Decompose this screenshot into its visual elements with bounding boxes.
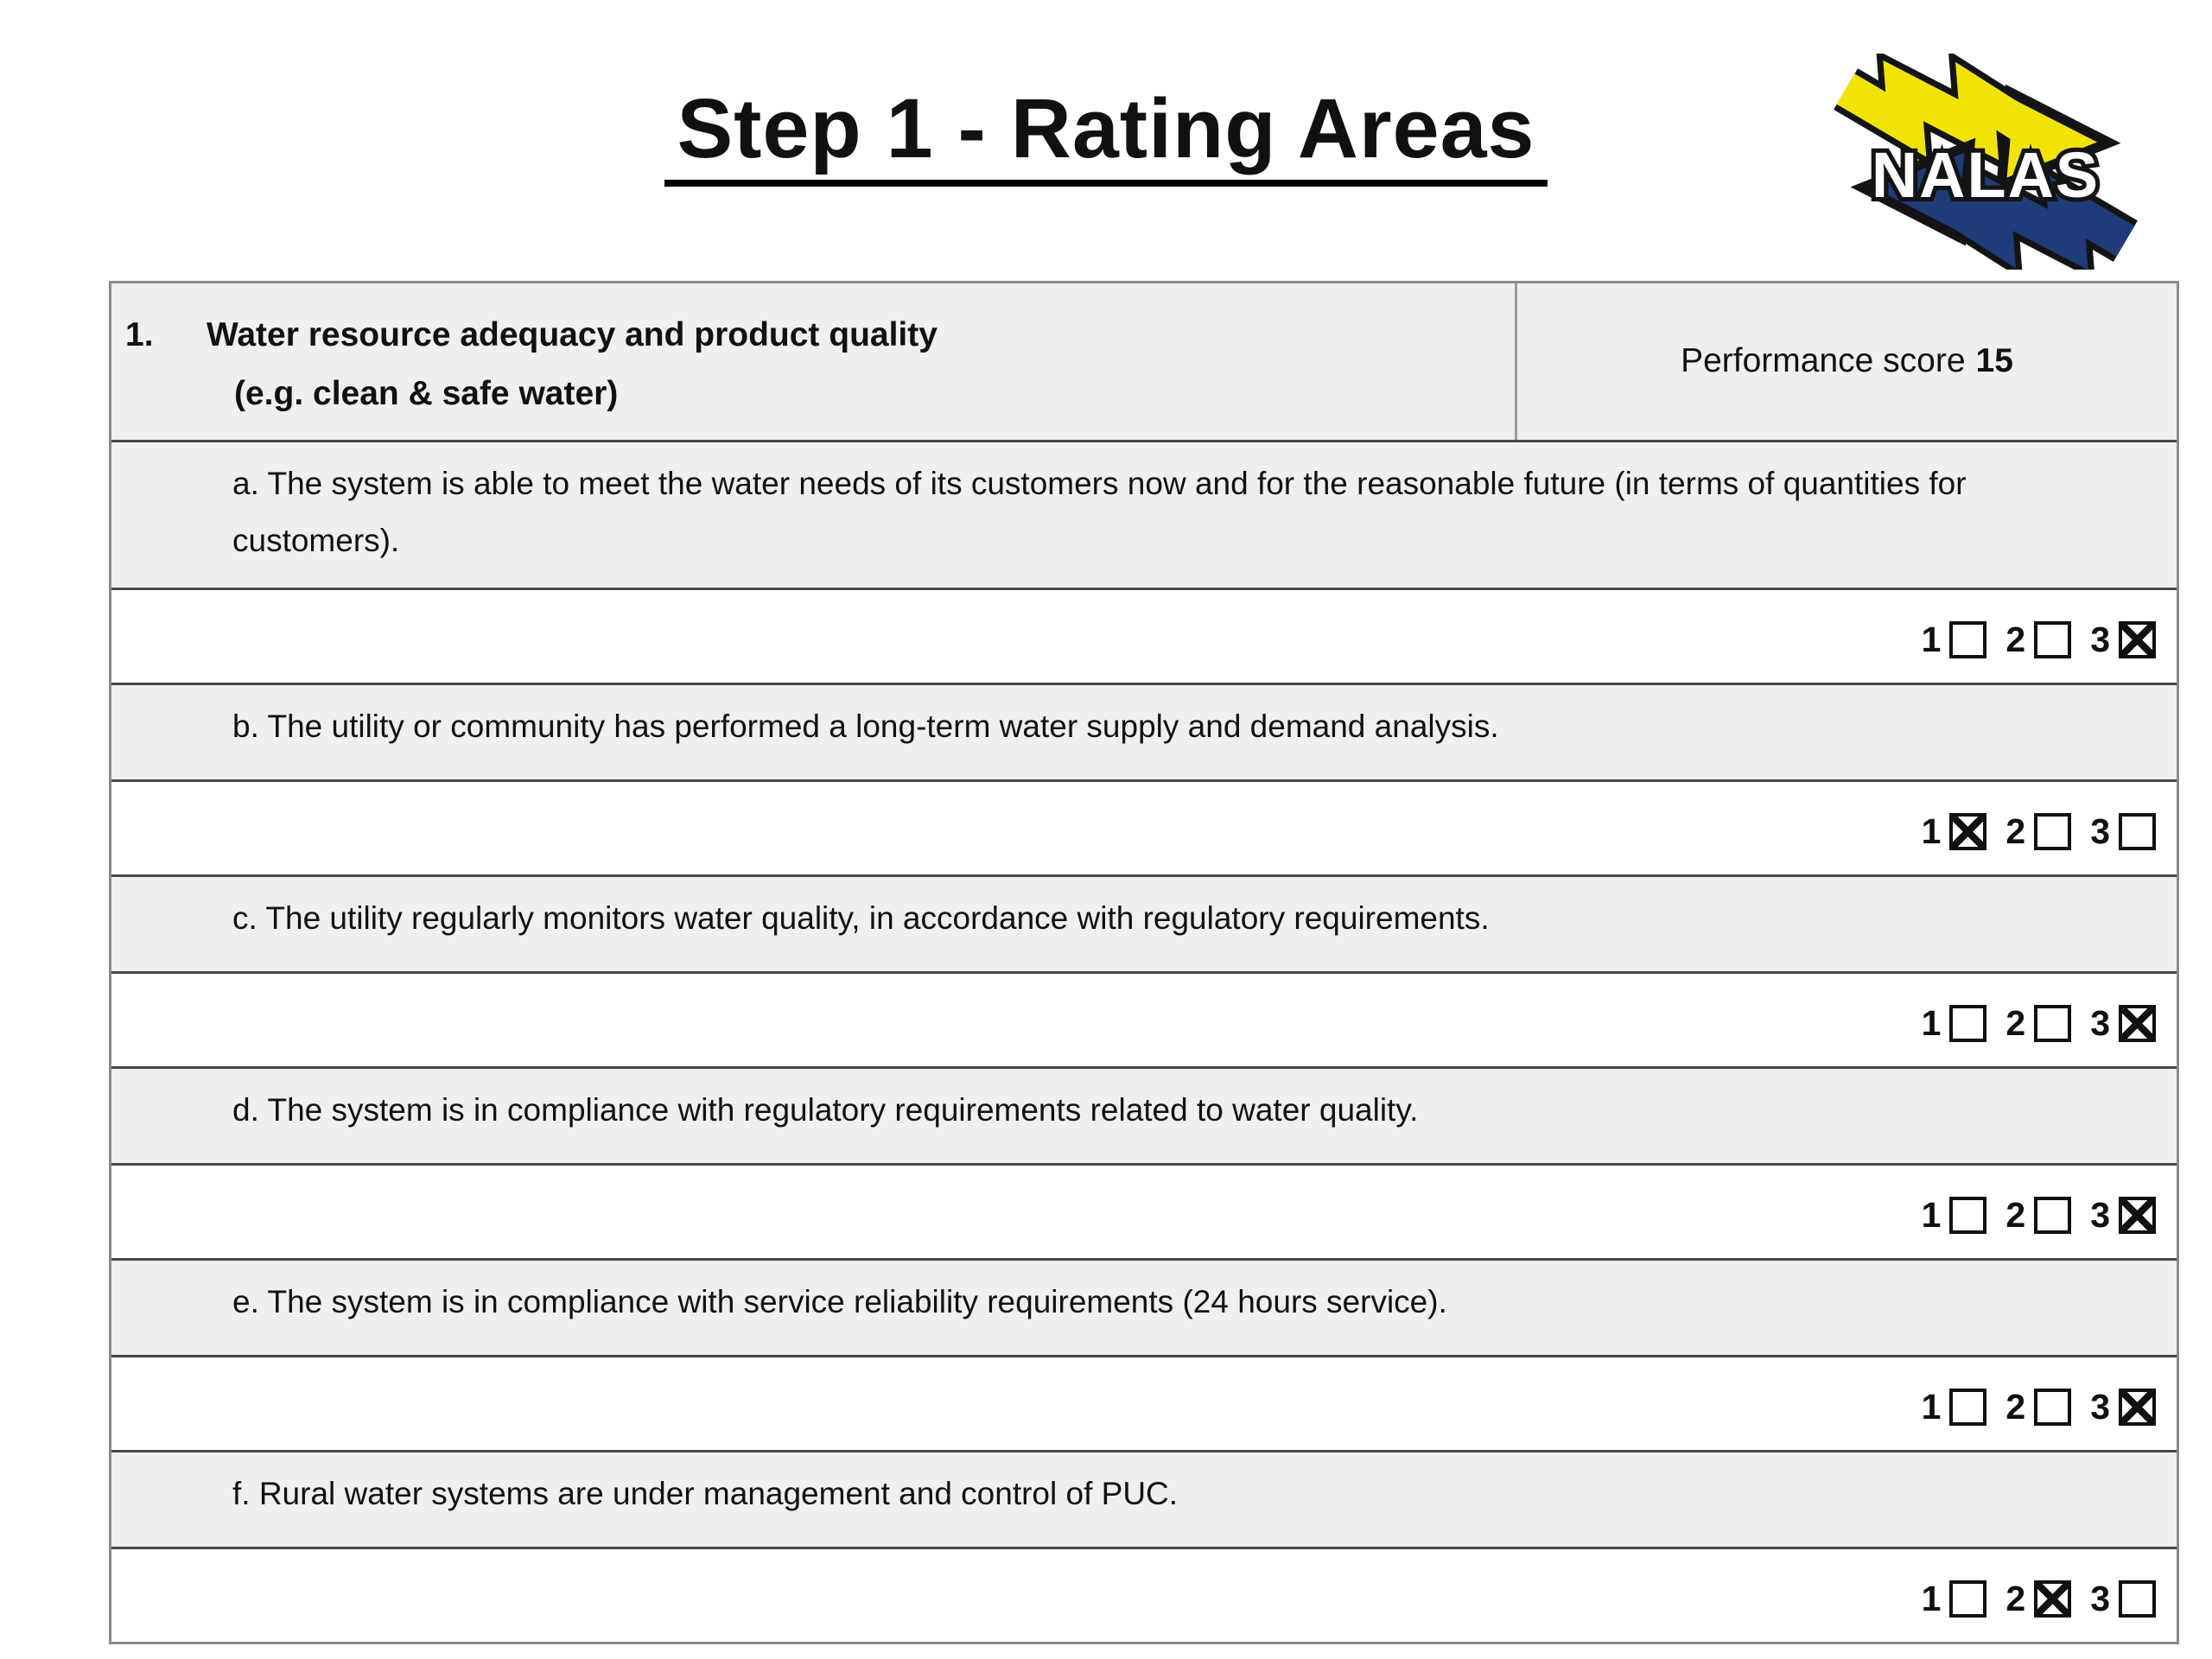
option-number: 2: [2005, 1578, 2026, 1618]
nalas-logo: [1825, 54, 2146, 270]
checkbox-checked[interactable]: [2119, 1389, 2156, 1426]
checkbox-unchecked[interactable]: [1949, 621, 1986, 658]
question-row: [111, 440, 2177, 588]
page-title: Step 1 - Rating Areas: [664, 85, 1547, 187]
question-text: c. The utility regularly monitors water quality, in accordance with regulatory requirements.: [232, 899, 1490, 936]
option-number: 1: [1921, 1002, 1942, 1043]
option-number: 2: [2005, 1002, 2026, 1043]
checkbox-unchecked[interactable]: [1949, 1389, 1986, 1426]
option-number: 1: [1921, 810, 1942, 851]
answer-row: [111, 1355, 2177, 1450]
checkbox-checked[interactable]: [2034, 1580, 2071, 1618]
rating-area-name-line2: (e.g. clean & safe water): [234, 375, 619, 413]
option-number: 1: [1921, 619, 1942, 659]
option-number: 2: [2005, 810, 2026, 851]
performance-score-label: Performance score: [1681, 342, 1966, 380]
question-rows: [111, 440, 2177, 1642]
question-text: b. The utility or community has performed a long-term water supply and demand analysis.: [232, 708, 1499, 744]
option-number: 3: [2090, 619, 2110, 659]
option-number: 2: [2005, 1194, 2026, 1235]
question-row: [111, 874, 2177, 971]
checkbox-unchecked[interactable]: [2034, 1005, 2071, 1042]
checkbox-unchecked[interactable]: [1949, 1197, 1986, 1234]
rating-area-header-row: [111, 283, 2177, 440]
question-text: d. The system is in compliance with regulatory requirements related to water quality.: [232, 1091, 1419, 1128]
rating-area-number: 1.: [125, 316, 154, 353]
question-text: f. Rural water systems are under management and control of PUC.: [232, 1475, 1179, 1511]
question-row: [111, 683, 2177, 779]
question-row: [111, 1066, 2177, 1163]
option-number: 2: [2005, 619, 2026, 659]
performance-score-value: 15: [1975, 342, 2013, 380]
rating-area-name: [207, 306, 938, 424]
checkbox-unchecked[interactable]: [2034, 1389, 2071, 1426]
option-number: 2: [2005, 1386, 2026, 1427]
rating-area-title-cell: [111, 283, 1515, 440]
checkbox-unchecked[interactable]: [1949, 1005, 1986, 1042]
question-row: [111, 1450, 2177, 1547]
question-text: a. The system is able to meet the water needs of its customers now and for the reasonable future (in terms of quantities for customers).: [232, 465, 1967, 559]
option-number: 3: [2090, 1578, 2110, 1618]
checkbox-unchecked[interactable]: [2034, 621, 2071, 658]
answer-row: [111, 588, 2177, 683]
rating-table: [109, 281, 2179, 1644]
checkbox-unchecked[interactable]: [2119, 813, 2156, 850]
checkbox-checked[interactable]: [1949, 813, 1986, 850]
option-number: 3: [2090, 1386, 2110, 1427]
checkbox-checked[interactable]: [2119, 1197, 2156, 1234]
checkbox-unchecked[interactable]: [1949, 1580, 1986, 1618]
option-number: 1: [1921, 1578, 1942, 1618]
performance-score-cell: [1515, 283, 2177, 440]
logo-text: NALAS: [1871, 138, 2101, 211]
rating-area-name-line1: Water resource adequacy and product quality: [207, 316, 938, 353]
option-number: 3: [2090, 1002, 2110, 1043]
option-number: 3: [2090, 1194, 2110, 1235]
answer-row: [111, 779, 2177, 874]
answer-row: [111, 1163, 2177, 1258]
question-row: [111, 1258, 2177, 1355]
option-number: 3: [2090, 810, 2110, 851]
answer-row: [111, 971, 2177, 1066]
option-number: 1: [1921, 1386, 1942, 1427]
answer-row: [111, 1547, 2177, 1642]
question-text: e. The system is in compliance with service reliability requirements (24 hours service).: [232, 1283, 1447, 1319]
checkbox-unchecked[interactable]: [2119, 1580, 2156, 1618]
checkbox-checked[interactable]: [2119, 1005, 2156, 1042]
option-number: 1: [1921, 1194, 1942, 1235]
checkbox-unchecked[interactable]: [2034, 813, 2071, 850]
checkbox-checked[interactable]: [2119, 621, 2156, 658]
checkbox-unchecked[interactable]: [2034, 1197, 2071, 1234]
